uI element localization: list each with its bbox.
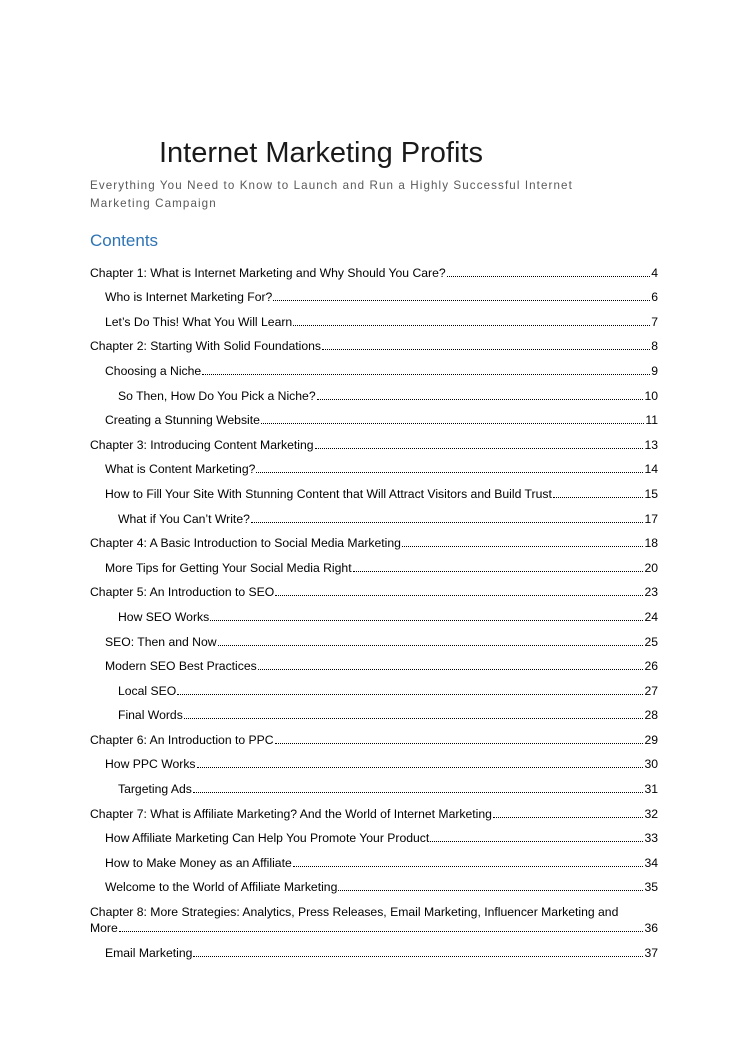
toc-entry-text: Who is Internet Marketing For?	[105, 290, 273, 305]
toc-entry-text: Final Words	[118, 708, 183, 723]
toc-dot-leader	[493, 816, 643, 818]
toc-entry[interactable]	[90, 576, 658, 601]
toc-entry[interactable]	[90, 699, 658, 724]
toc-entry-text: Chapter 2: Starting With Solid Foundations	[90, 339, 322, 354]
toc-dot-leader	[293, 324, 650, 326]
toc-page-number: 24	[644, 609, 658, 624]
toc-dot-leader	[275, 594, 643, 596]
toc-page-number: 27	[644, 683, 658, 698]
toc-page-number: 36	[644, 921, 658, 936]
toc-entry[interactable]	[90, 453, 658, 478]
toc-dot-leader	[202, 373, 650, 375]
toc-entry[interactable]	[90, 551, 658, 576]
toc-dot-leader	[256, 471, 643, 473]
toc-page-number: 9	[651, 363, 658, 378]
toc-entry[interactable]	[90, 650, 658, 675]
toc-entry-text: Targeting Ads	[118, 782, 192, 797]
toc-entry-text: Chapter 8: More Strategies: Analytics, Press Releases, Email Marketing, Influencer Marketing and	[90, 905, 619, 920]
toc-dot-leader	[447, 275, 651, 277]
toc-page-number: 20	[644, 560, 658, 575]
toc-page-number: 6	[651, 290, 658, 305]
toc-entry-text: Modern SEO Best Practices	[105, 659, 257, 674]
toc-entry-text: How to Fill Your Site With Stunning Content that Will Attract Visitors and Build Trust	[105, 486, 552, 501]
toc-dot-leader	[317, 398, 644, 400]
table-of-contents	[90, 256, 658, 961]
toc-page-number: 15	[644, 486, 658, 501]
toc-page-number: 26	[644, 659, 658, 674]
toc-dot-leader	[218, 644, 644, 646]
toc-dot-leader	[402, 545, 643, 547]
toc-page-number: 4	[651, 265, 658, 280]
toc-dot-leader	[193, 791, 644, 793]
toc-entry-text: Choosing a Niche	[105, 363, 202, 378]
toc-entry[interactable]	[90, 748, 658, 773]
toc-entry[interactable]	[90, 822, 658, 847]
toc-page-number: 7	[651, 314, 658, 329]
toc-entry[interactable]	[90, 404, 658, 429]
toc-entry-text: SEO: Then and Now	[105, 634, 217, 649]
toc-entry-text: Creating a Stunning Website	[105, 413, 260, 428]
toc-page-number: 28	[644, 708, 658, 723]
toc-entry-text: Chapter 4: A Basic Introduction to Social Media Marketing	[90, 536, 401, 551]
toc-dot-leader	[315, 447, 644, 449]
toc-page-number: 34	[644, 855, 658, 870]
toc-dot-leader	[322, 348, 650, 350]
toc-dot-leader	[338, 889, 643, 891]
toc-dot-leader	[273, 299, 650, 301]
toc-dot-leader	[193, 955, 643, 957]
toc-entry-text: How Affiliate Marketing Can Help You Promote Your Product	[105, 831, 430, 846]
toc-entry[interactable]	[90, 936, 658, 961]
toc-entry[interactable]	[90, 502, 658, 527]
toc-dot-leader	[353, 570, 644, 572]
toc-page-number: 32	[644, 806, 658, 821]
toc-page-number: 17	[644, 511, 658, 526]
toc-entry-text: Let’s Do This! What You Will Learn	[105, 314, 293, 329]
toc-entry-text: How SEO Works	[118, 609, 210, 624]
toc-entry[interactable]	[90, 772, 658, 797]
toc-entry-text: Email Marketing	[105, 946, 193, 961]
toc-page-number: 18	[644, 536, 658, 551]
toc-dot-leader	[258, 668, 644, 670]
toc-entry[interactable]	[90, 625, 658, 650]
toc-entry[interactable]	[90, 674, 658, 699]
toc-page-number: 10	[644, 388, 658, 403]
toc-dot-leader	[197, 766, 644, 768]
document-subtitle: Everything You Need to Know to Launch and Run a Highly Successful Internet Marketing Campaign	[90, 179, 573, 210]
toc-entry-text: So Then, How Do You Pick a Niche?	[118, 388, 316, 403]
toc-dot-leader	[251, 521, 644, 523]
toc-dot-leader	[184, 717, 644, 719]
toc-entry[interactable]	[90, 354, 658, 379]
toc-entry-text: Chapter 1: What is Internet Marketing and Why Should You Care?	[90, 265, 446, 280]
toc-entry[interactable]	[90, 895, 658, 936]
toc-entry[interactable]	[90, 428, 658, 453]
toc-entry-text: How to Make Money as an Affiliate	[105, 855, 292, 870]
toc-entry-text: Chapter 5: An Introduction to SEO	[90, 585, 275, 600]
toc-entry[interactable]	[90, 477, 658, 502]
toc-page-number: 14	[644, 462, 658, 477]
toc-entry-text: How PPC Works	[105, 757, 196, 772]
toc-entry-text: Chapter 3: Introducing Content Marketing	[90, 437, 314, 452]
toc-page-number: 37	[644, 946, 658, 961]
toc-entry[interactable]	[90, 281, 658, 306]
toc-dot-leader	[275, 742, 644, 744]
toc-entry-text: More Tips for Getting Your Social Media Right	[105, 560, 352, 575]
toc-entry[interactable]	[90, 330, 658, 355]
toc-entry[interactable]	[90, 846, 658, 871]
toc-page-number: 11	[645, 413, 658, 428]
toc-page-number: 8	[651, 339, 658, 354]
toc-entry[interactable]	[90, 256, 658, 281]
toc-entry[interactable]	[90, 379, 658, 404]
toc-entry[interactable]	[90, 797, 658, 822]
document-title: Internet Marketing Profits	[159, 137, 483, 169]
toc-dot-leader	[293, 865, 644, 867]
contents-heading: Contents	[90, 231, 159, 250]
toc-entry-text: What is Content Marketing?	[105, 462, 256, 477]
toc-page-number: 33	[644, 831, 658, 846]
toc-page-number: 30	[644, 757, 658, 772]
toc-entry[interactable]	[90, 871, 658, 896]
toc-dot-leader	[210, 619, 643, 621]
toc-dot-leader	[430, 840, 643, 842]
toc-entry[interactable]	[90, 527, 658, 552]
toc-entry-text: Chapter 6: An Introduction to PPC	[90, 732, 274, 747]
toc-page-number: 13	[644, 437, 658, 452]
toc-entry-text: Welcome to the World of Affiliate Marketing	[105, 880, 338, 895]
toc-entry[interactable]	[90, 723, 658, 748]
toc-dot-leader	[553, 496, 644, 498]
toc-page-number: 31	[644, 782, 658, 797]
toc-dot-leader	[177, 693, 643, 695]
toc-entry-text: More	[90, 921, 118, 936]
toc-page-number: 29	[644, 732, 658, 747]
toc-entry-text: Chapter 7: What is Affiliate Marketing? And the World of Internet Marketing	[90, 806, 492, 821]
toc-dot-leader	[261, 422, 644, 424]
toc-page-number: 35	[644, 880, 658, 895]
toc-page-number: 23	[644, 585, 658, 600]
toc-page-number: 25	[644, 634, 658, 649]
toc-dot-leader	[119, 930, 644, 932]
toc-entry[interactable]	[90, 600, 658, 625]
toc-entry-text: Local SEO	[118, 683, 177, 698]
toc-entry[interactable]	[90, 305, 658, 330]
toc-entry-text: What if You Can’t Write?	[118, 511, 250, 526]
